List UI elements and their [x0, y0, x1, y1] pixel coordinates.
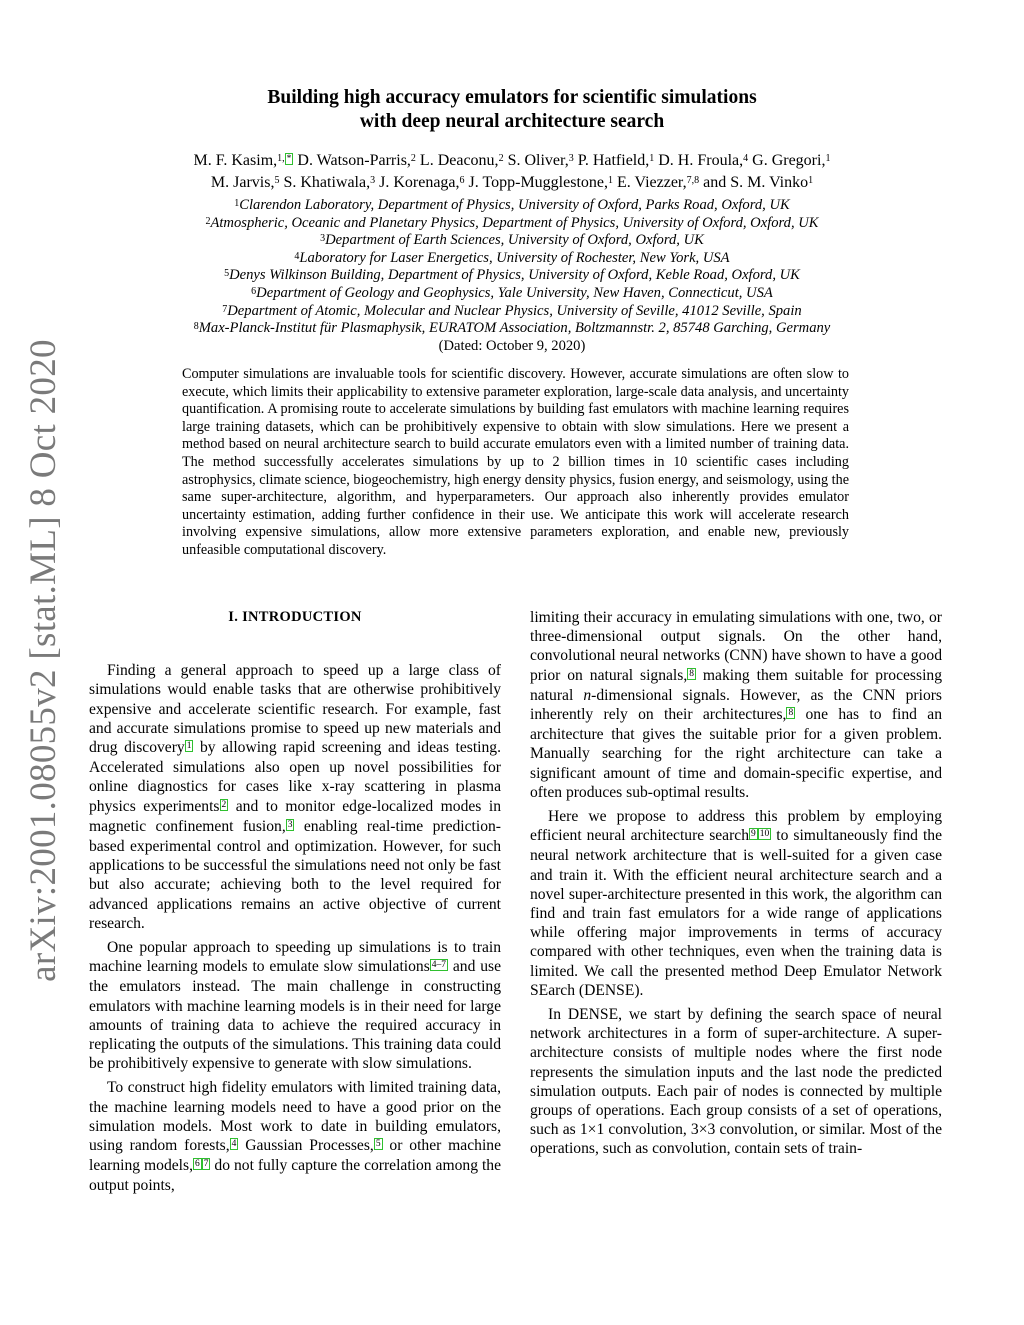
affiliation-number: 8: [193, 321, 199, 333]
affiliation-number: 2: [205, 215, 211, 227]
affiliation: [0, 303, 1024, 321]
affiliation-number: 6: [251, 285, 257, 297]
citation-link[interactable]: 1: [186, 741, 192, 752]
author-line-1: M. F. Kasim,$^{1, *}$ D. Watson-Parris,$^2$ L. Deaconu,$^2$ S. Oliver,$^3$ P. Hatfield,$^1$ D. H. Froula,$^4$ G. Gregori,$^1$: [193, 152, 831, 169]
right-column: [530, 608, 942, 1159]
body-paragraph: limiting their accuracy in emulating simulations with one, two, or three-dimensional output signals. On the other hand, convolutional neural networks (CNN) have shown to have a good prior on natural signals, $^8$ making them suitable for processing natural n-dimensional signals. However, as the CNN priors inherently rely on their architectures, $^8$ one has to find an architecture that gives the suitable prior for a given problem. Manually searching for the right architecture can take a significant amount of time and domain-specific expertise, and often produces sub-optimal results.: [530, 609, 943, 801]
affiliation-text: Department of Atomic, Molecular and Nuclear Physics, University of Seville, 41012 Seville, Spain: [227, 302, 802, 319]
affiliation-number: 1: [234, 198, 240, 209]
citation-link[interactable]: 8: [689, 668, 694, 679]
title-line-1: Building high accuracy emulators for scientific simulations: [267, 87, 757, 108]
affiliation: [0, 267, 1024, 285]
body-paragraph: Finding a general approach to speed up a large class of simulations would enable tasks that are otherwise prohibitively expensive and accelerate scientific research. For example, fast and accurate simulations promise to speed up new materials and drug discovery $^1$ by allowing rapid screening and ideas testing. Accelerated simulations also open up novel possibilities for online diagnostics for cases like x-ray scattering in plasma physics experiments $^2$ and to monitor edge-localized modes in magnetic confinement fusion, $^3$ enabling real-time prediction-based experimental control and optimization. However, for such applications to be successful the simulations need not only be fast but also accurate; achieving both to the level required for advanced applications remains an active objective of current research.: [89, 662, 501, 932]
affiliation: [0, 232, 1024, 250]
body-paragraph: To construct high fidelity emulators with limited training data, the machine learning models need to have a good prior on the simulation models. Most work to date in building emulators, using random forests, $^4$ Gaussian Processes, $^5$ or other machine learning models, $^{6 7}$ do not fully capture the correlation among the output points,: [89, 1079, 501, 1195]
affiliation-number: 4: [294, 250, 300, 262]
affiliation-text: Department of Earth Sciences, University of Oxford, Oxford, UK: [325, 232, 704, 249]
citation-link[interactable]: 8: [788, 708, 794, 719]
citation-link[interactable]: 10: [759, 829, 770, 840]
affiliation-list: [0, 197, 1024, 355]
date-line: (Dated: October 9, 2020): [438, 337, 586, 354]
paper-title: [0, 86, 1024, 134]
affiliation-text: Atmospheric, Oceanic and Planetary Physics, Department of Physics, University of Oxford, Oxford, UK: [210, 214, 819, 231]
citation-link[interactable]: 6: [194, 1159, 200, 1170]
author-line-2: M. Jarvis,$^5$ S. Khatiwala,$^3$ J. Korenaga,$^6$ J. Topp-Mugglestone,$^1$ E. Viezzer,$^{7,8}$ and S. M. Vinko$^1$: [210, 174, 814, 191]
affiliation-text: Max-Planck-Institut für Plasmaphysik, EURATOM Association, Boltzmannstr. 2, 85748 Garching, Germany: [198, 320, 831, 337]
title-line-2: with deep neural architecture search: [359, 111, 665, 132]
affiliation-number: 5: [224, 268, 230, 280]
affiliation-number: 7: [222, 303, 228, 315]
body-paragraph: In DENSE, we start by defining the search space of neural network architectures in a form of super-architecture. A super-architecture consists of multiple nodes where the first node represents the simulation inputs and the last node the predicted simulation outputs. Each pair of nodes is connected by multiple groups of operations. Each group consists of a set of operations, such as 1×1 convolution, 3×3 convolution, or similar. Most of the operations, such as convolution, contain sets of train-: [530, 1006, 942, 1158]
affiliation-number: 3: [320, 233, 326, 245]
citation-link[interactable]: 2: [221, 799, 227, 810]
arxiv-identifier-stamp: [12, 338, 74, 982]
citation-link[interactable]: 5: [375, 1139, 381, 1150]
affiliation-text: Department of Geology and Geophysics, Yale University, New Haven, Connecticut, USA: [256, 284, 773, 301]
citation-link[interactable]: 4–7: [431, 960, 447, 971]
section-heading: I. INTRODUCTION: [228, 609, 362, 625]
abstract: Computer simulations are invaluable tools for scientific discovery. However, accurate simulations are often slow to execute, which limits their applicability to extensive parameter exploration, large-scale data analysis, and uncertainty quantification. A promising route to accelerate simulations by building fast emulators with machine learning requires large training datasets, which can be prohibitively expensive to obtain with slow simulations. Here we present a method based on neural architecture search to build accurate emulators even with a limited number of training data. The method successfully accelerates simulations by up to 2 billion times in 10 scientific cases including astrophysics, climate science, biogeochemistry, high energy density physics, fusion energy, and seismology, using the same super-architecture, algorithm, and hyperparameters. Our approach also inherently provides emulator uncertainty estimation, adding further confidence in their use. We anticipate this work will accelerate research involving expensive simulations, allow more extensive parameters exploration, and enable new, previously unfeasible computational discovery.: [182, 366, 849, 558]
affiliation: [0, 215, 1024, 233]
affiliation: [0, 197, 1024, 215]
citation-link[interactable]: *: [286, 154, 292, 164]
citation-link[interactable]: 7: [203, 1159, 209, 1170]
citation-link[interactable]: 9: [751, 829, 756, 840]
citation-link[interactable]: 4: [231, 1139, 237, 1150]
body-paragraph: Here we propose to address this problem by employing efficient neural architecture search $^{9 10}$ to simultaneously find the neural network architecture that is well-suited for a given case and train it. With the efficient neural architecture search and a novel super-architecture presented in this work, the algorithm can find and train fast emulators for a wide range of applications while offering major improvements in terms of accuracy compared with other techniques, even when the training data is limited. We call the presented method Deep Emulator Network SEarch (DENSE).: [530, 808, 942, 999]
arxiv-id-text: arXiv:2001.08055v2 [stat.ML] 8 Oct 2020: [22, 338, 64, 982]
affiliation: [0, 320, 1024, 338]
author-list: [0, 150, 1024, 194]
citation-link[interactable]: 3: [287, 819, 293, 830]
affiliation: [0, 285, 1024, 303]
affiliation: [0, 250, 1024, 268]
affiliation-text: Laboratory for Laser Energetics, University of Rochester, New York, USA: [299, 249, 730, 266]
affiliation-text: Clarendon Laboratory, Department of Physics, University of Oxford, Parks Road, Oxford, UK: [239, 197, 790, 213]
left-column: [89, 608, 501, 1196]
body-paragraph: One popular approach to speeding up simulations is to train machine learning models to emulate slow simulations $^{4-7}$ and use the emulators instead. The main challenge in constructing emulators with machine learning models is in their need for large amounts of training data to achieve the required accuracy in replicating the outputs of the simulations. This training data could be prohibitively expensive to generate with slow simulations.: [89, 939, 501, 1073]
affiliation-text: Denys Wilkinson Building, Department of Physics, University of Oxford, Keble Road, Oxford, UK: [229, 267, 800, 284]
